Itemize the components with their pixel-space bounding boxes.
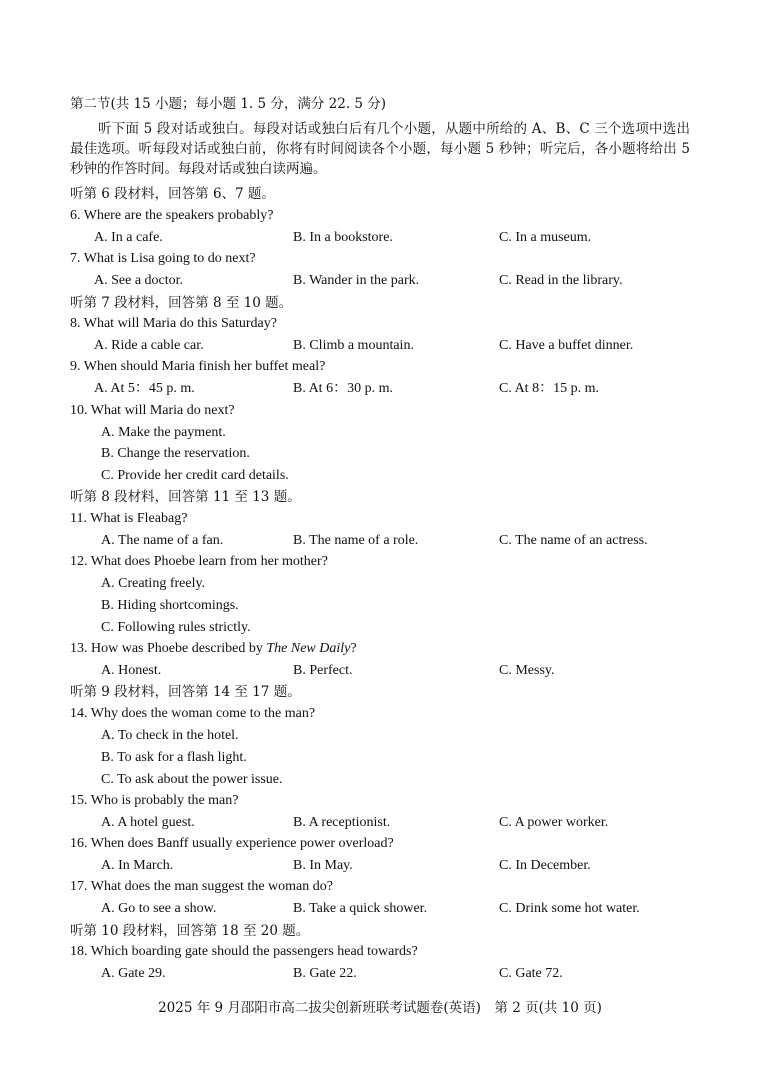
section-instructions: 听下面 5 段对话或独白。每段对话或独白后有几个小题，从题中所给的 A、B、C 三个选项中选出最佳选项。听每段对话或独白前，你将有时间阅读各个小题，每小题 5 秒钟；听完后，各小题将给出 5 秒钟的作答时间。每段对话或独白读两遍。	[70, 121, 690, 177]
question-6-option-a: A. In a cafe.	[94, 230, 163, 245]
question-11-option-c: C. The name of an actress.	[499, 533, 648, 548]
material-8-heading: 听第 8 段材料，回答第 11 至 13 题。	[70, 489, 301, 505]
question-16-option-a: A. In March.	[101, 858, 174, 873]
question-18-option-c: C. Gate 72.	[499, 966, 563, 981]
question-17-option-c: C. Drink some hot water.	[499, 901, 640, 916]
question-7-option-b: B. Wander in the park.	[293, 273, 420, 288]
question-16-option-c: C. In December.	[499, 858, 591, 873]
question-9-stem: 9. When should Maria finish her buffet meal?	[70, 359, 326, 374]
question-6-option-b: B. In a bookstore.	[293, 230, 393, 245]
question-8-option-a: A. Ride a cable car.	[94, 338, 204, 353]
question-12-stem: 12. What does Phoebe learn from her mother?	[70, 554, 328, 569]
question-14-option-b: B. To ask for a flash light.	[101, 750, 247, 765]
question-13-option-b: B. Perfect.	[293, 663, 353, 678]
question-8-stem: 8. What will Maria do this Saturday?	[70, 316, 277, 331]
material-6-heading: 听第 6 段材料，回答第 6、7 题。	[70, 186, 275, 202]
question-18-stem: 18. Which boarding gate should the passengers head towards?	[70, 944, 418, 959]
question-6-option-c: C. In a museum.	[499, 230, 592, 245]
question-11-stem: 11. What is Fleabag?	[70, 511, 188, 526]
page-footer: 2025 年 9 月邵阳市高二拔尖创新班联考试题卷(英语) 第 2 页(共 10 页)	[158, 1000, 602, 1016]
question-12-option-b: B. Hiding shortcomings.	[101, 598, 239, 613]
question-16-stem: 16. When does Banff usually experience power overload?	[70, 836, 394, 851]
question-9-option-c: C. At 8：15 p. m.	[499, 381, 599, 396]
question-13-publication-title: The New Daily	[266, 641, 351, 656]
question-10-stem: 10. What will Maria do next?	[70, 403, 235, 418]
question-10-option-b: B. Change the reservation.	[101, 446, 250, 461]
question-11-option-a: A. The name of a fan.	[101, 533, 224, 548]
question-6-stem: 6. Where are the speakers probably?	[70, 208, 274, 223]
material-10-heading: 听第 10 段材料，回答第 18 至 20 题。	[70, 923, 310, 939]
material-7-heading: 听第 7 段材料，回答第 8 至 10 题。	[70, 295, 293, 311]
question-7-option-c: C. Read in the library.	[499, 273, 623, 288]
question-11-option-b: B. The name of a role.	[293, 533, 419, 548]
question-17-option-b: B. Take a quick shower.	[293, 901, 428, 916]
question-18-option-b: B. Gate 22.	[293, 966, 357, 981]
question-16-option-b: B. In May.	[293, 858, 353, 873]
question-15-option-a: A. A hotel guest.	[101, 815, 195, 830]
question-7-option-a: A. See a doctor.	[94, 273, 184, 288]
question-12-option-c: C. Following rules strictly.	[101, 620, 251, 635]
question-10-option-c: C. Provide her credit card details.	[101, 468, 289, 483]
question-17-stem: 17. What does the man suggest the woman do?	[70, 879, 333, 894]
question-13-stem-prefix: 13. How was Phoebe described by	[70, 641, 267, 656]
question-8-option-b: B. Climb a mountain.	[293, 338, 414, 353]
question-12-option-a: A. Creating freely.	[101, 576, 206, 591]
question-13-stem-suffix: ?	[350, 641, 357, 656]
section-title: 第二节(共 15 小题；每小题 1. 5 分，满分 22. 5 分)	[70, 96, 387, 112]
question-15-option-c: C. A power worker.	[499, 815, 609, 830]
question-15-stem: 15. Who is probably the man?	[70, 793, 239, 808]
question-13-stem	[70, 639, 357, 659]
question-18-option-a: A. Gate 29.	[101, 966, 166, 981]
question-14-stem: 14. Why does the woman come to the man?	[70, 706, 316, 721]
question-9-option-b: B. At 6：30 p. m.	[293, 381, 393, 396]
question-7-stem: 7. What is Lisa going to do next?	[70, 251, 256, 266]
question-8-option-c: C. Have a buffet dinner.	[499, 338, 634, 353]
question-14-option-a: A. To check in the hotel.	[101, 728, 239, 743]
question-14-option-c: C. To ask about the power issue.	[101, 772, 283, 787]
material-9-heading: 听第 9 段材料，回答第 14 至 17 题。	[70, 684, 301, 700]
question-15-option-b: B. A receptionist.	[293, 815, 391, 830]
question-13-option-a: A. Honest.	[101, 663, 162, 678]
question-9-option-a: A. At 5：45 p. m.	[94, 381, 195, 396]
question-10-option-a: A. Make the payment.	[101, 425, 226, 440]
question-17-option-a: A. Go to see a show.	[101, 901, 217, 916]
question-13-option-c: C. Messy.	[499, 663, 555, 678]
